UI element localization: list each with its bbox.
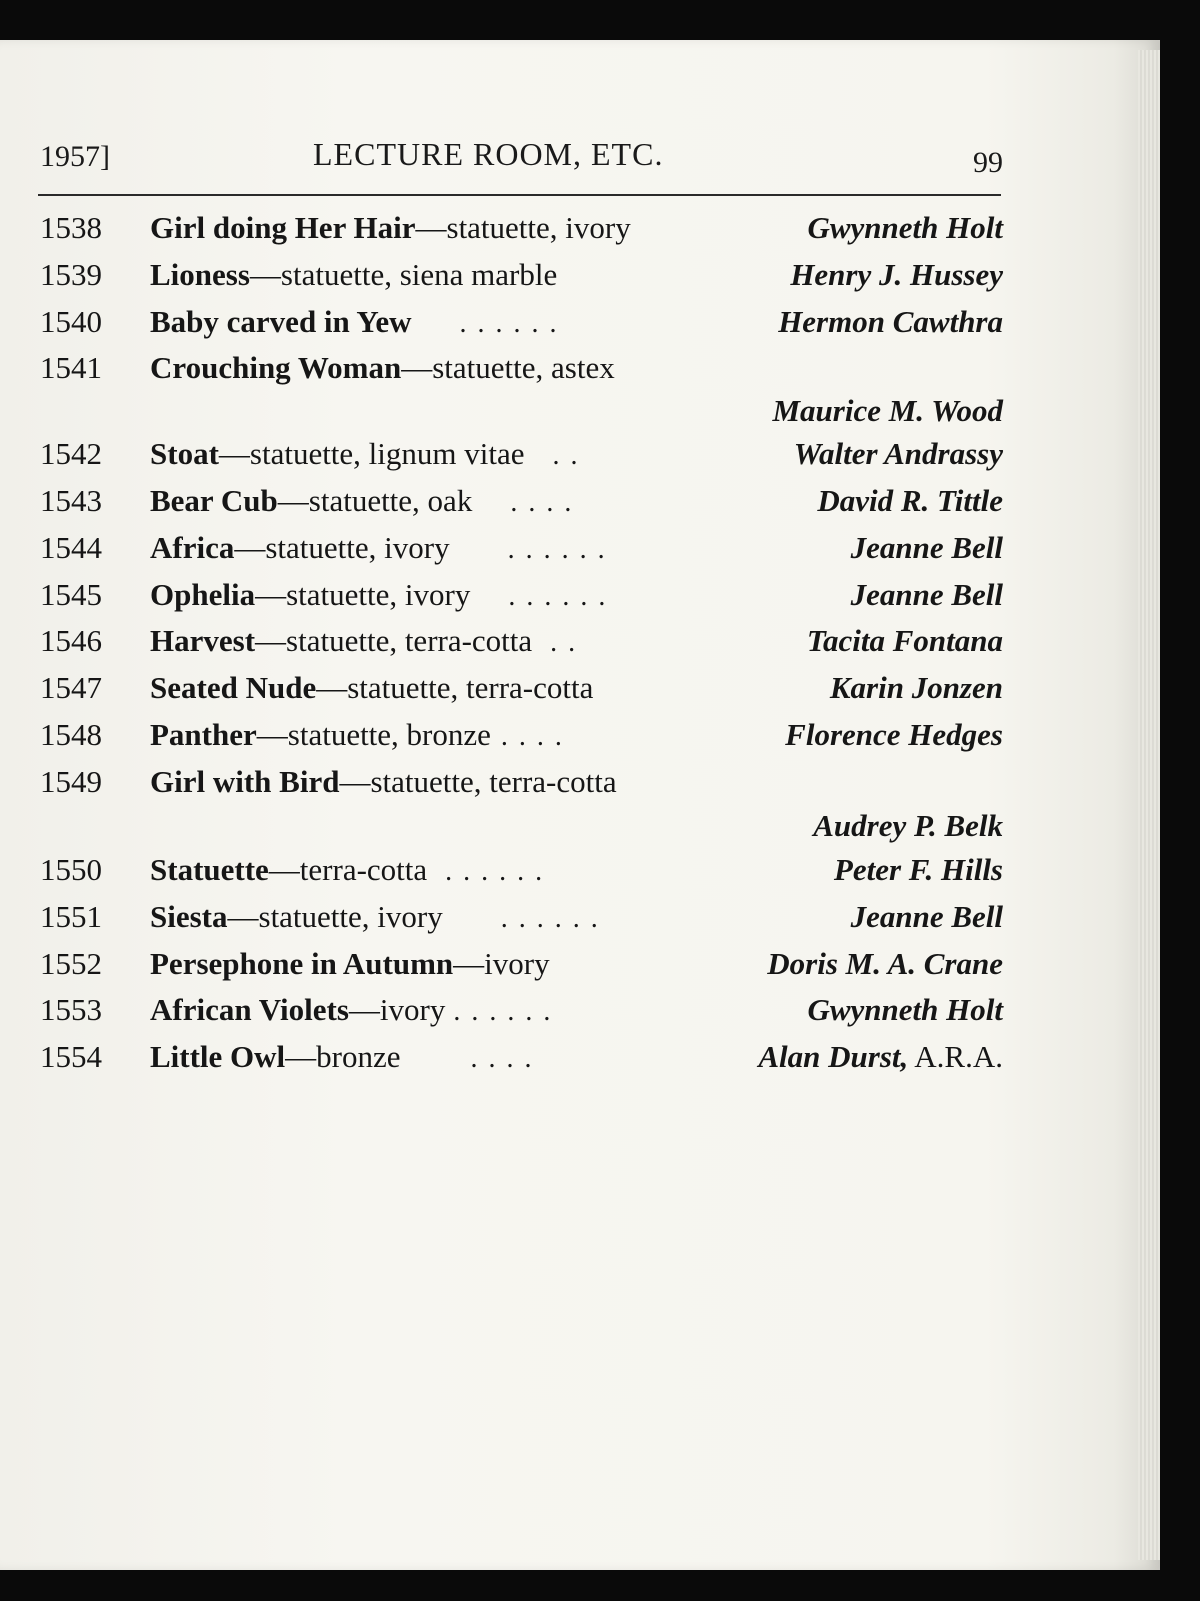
entry-title (150, 764, 617, 800)
catalogue-entry (40, 577, 1003, 621)
leader-dots: . . . . . . (445, 856, 545, 887)
entry-artist: Walter Andrassy (793, 436, 1003, 471)
header-year: 1957] (40, 140, 110, 173)
catalogue-entry (40, 257, 1003, 301)
entry-artist-honour: A.R.A. (908, 1039, 1003, 1074)
entry-description: —statuette, siena marble (249, 257, 558, 292)
entry-number: 1547 (40, 670, 102, 705)
entry-number: 1551 (40, 899, 102, 934)
entry-title (150, 436, 580, 472)
entry-description: —bronze (285, 1039, 401, 1074)
entry-description: —statuette, oak (277, 483, 473, 518)
entry-description: —statuette, astex (401, 350, 615, 385)
entry-title-text: African Violets (150, 992, 349, 1027)
entry-artist (758, 1039, 1003, 1075)
entry-title-text: Africa (150, 530, 235, 565)
entry-title-text: Statuette (150, 852, 269, 887)
header-title: LECTURE ROOM, ETC. (313, 136, 664, 172)
entry-number: 1552 (40, 946, 102, 981)
entry-title (150, 257, 557, 293)
entry-number: 1546 (40, 623, 102, 658)
catalogue-entry (40, 436, 1003, 480)
entry-artist: Peter F. Hills (833, 852, 1003, 887)
catalogue-entry (40, 992, 1003, 1036)
entry-number: 1553 (40, 992, 102, 1027)
entry-artist: Maurice M. Wood (772, 393, 1003, 428)
entry-title (150, 210, 631, 246)
catalogue-entry (40, 304, 1003, 348)
entry-title (150, 899, 600, 935)
catalogue-entry (40, 210, 1003, 254)
entry-artist: Jeanne Bell (850, 577, 1003, 612)
catalogue-entry (40, 946, 1003, 990)
entry-artist: Karin Jonzen (829, 670, 1003, 705)
entry-title (150, 530, 607, 566)
entry-description: —ivory (453, 946, 550, 981)
entry-description: —statuette, ivory (415, 210, 631, 245)
entry-title (150, 577, 607, 613)
entry-title (150, 670, 593, 706)
catalogue-entry (40, 530, 1003, 574)
leader-dots: . . . . . . (500, 903, 600, 934)
entry-title-text: Stoat (150, 436, 219, 471)
catalogue-entry (40, 483, 1003, 527)
entry-number: 1549 (40, 764, 102, 799)
entry-number: 1538 (40, 210, 102, 245)
entry-artist: Henry J. Hussey (790, 257, 1003, 292)
entry-title-text: Girl with Bird (150, 764, 340, 799)
entry-artist: Gwynneth Holt (807, 210, 1003, 245)
entry-title-text: Bear Cub (150, 483, 278, 518)
leader-dots: . . (550, 627, 578, 658)
entry-title (150, 992, 552, 1028)
entry-artist: Tacita Fontana (806, 623, 1003, 658)
entry-description: —statuette, terra-cotta (339, 764, 617, 799)
entry-title (150, 623, 577, 659)
entry-title (150, 1039, 534, 1075)
catalogue-entry (40, 670, 1003, 714)
leader-dots: . . . . . . (508, 581, 608, 612)
entry-number: 1543 (40, 483, 102, 518)
entry-number: 1554 (40, 1039, 102, 1074)
running-header (40, 100, 1003, 180)
entry-description: —statuette, ivory (234, 530, 450, 565)
leader-dots: . . . . . . (459, 308, 559, 339)
entry-title-text: Little Owl (150, 1039, 286, 1074)
catalogue-entry (40, 350, 1003, 394)
leader-dots: . . . . . . (453, 996, 553, 1027)
entry-title-text: Panther (150, 717, 257, 752)
entry-title-text: Seated Nude (150, 670, 317, 705)
entry-artist: Jeanne Bell (850, 530, 1003, 565)
entry-description: —statuette, bronze (256, 717, 491, 752)
catalogue-entry (40, 764, 1003, 808)
page-number: 99 (973, 146, 1003, 179)
catalogue-entry (40, 623, 1003, 667)
entry-artist: Gwynneth Holt (807, 992, 1003, 1027)
entry-title-text: Baby carved in Yew (150, 304, 412, 339)
leader-dots: . . (552, 440, 580, 471)
catalogue-entry (40, 717, 1003, 761)
entry-number: 1540 (40, 304, 102, 339)
catalogue-entry (40, 852, 1003, 896)
entry-number: 1544 (40, 530, 102, 565)
entry-artist-name: Alan Durst, (758, 1039, 909, 1074)
page-edge (1138, 50, 1160, 1560)
entry-title-text: Ophelia (150, 577, 256, 612)
entry-title-text: Persephone in Autumn (150, 946, 454, 981)
entry-title-text: Siesta (150, 899, 228, 934)
entry-number: 1542 (40, 436, 102, 471)
entry-artist: Audrey P. Belk (813, 808, 1003, 843)
leader-dots: . . . . (500, 721, 564, 752)
entry-title (150, 304, 559, 340)
entry-artist: Florence Hedges (785, 717, 1003, 752)
entry-title (150, 350, 615, 386)
entry-description: —statuette, ivory (255, 577, 471, 612)
header-rule (38, 194, 1001, 196)
leader-dots: . . . . (470, 1043, 534, 1074)
entry-description: —ivory (348, 992, 446, 1027)
entry-number: 1550 (40, 852, 102, 887)
entry-title-text: Crouching Woman (150, 350, 402, 385)
catalogue-entry (40, 1039, 1003, 1083)
entry-title-text: Harvest (150, 623, 256, 658)
entry-title-text: Lioness (150, 257, 250, 292)
entry-description: —statuette, lignum vitae (218, 436, 525, 471)
entry-description: —terra-cotta (268, 852, 428, 887)
entry-description: —statuette, terra-cotta (316, 670, 594, 705)
leader-dots: . . . . . . (507, 534, 607, 565)
entry-artist: Doris M. A. Crane (767, 946, 1003, 981)
entry-number: 1548 (40, 717, 102, 752)
entry-title (150, 946, 550, 982)
entry-description: —statuette, ivory (227, 899, 443, 934)
entry-number: 1545 (40, 577, 102, 612)
entry-artist: Hermon Cawthra (778, 304, 1003, 339)
entry-number: 1541 (40, 350, 102, 385)
entry-description: —statuette, terra-cotta (255, 623, 533, 658)
entry-title (150, 483, 573, 519)
entry-title-text: Girl doing Her Hair (150, 210, 416, 245)
entry-title (150, 717, 564, 753)
leader-dots: . . . . (510, 487, 574, 518)
entry-number: 1539 (40, 257, 102, 292)
catalogue-entry (40, 899, 1003, 943)
entry-title (150, 852, 544, 888)
entry-artist: Jeanne Bell (850, 899, 1003, 934)
entry-artist: David R. Tittle (817, 483, 1003, 518)
